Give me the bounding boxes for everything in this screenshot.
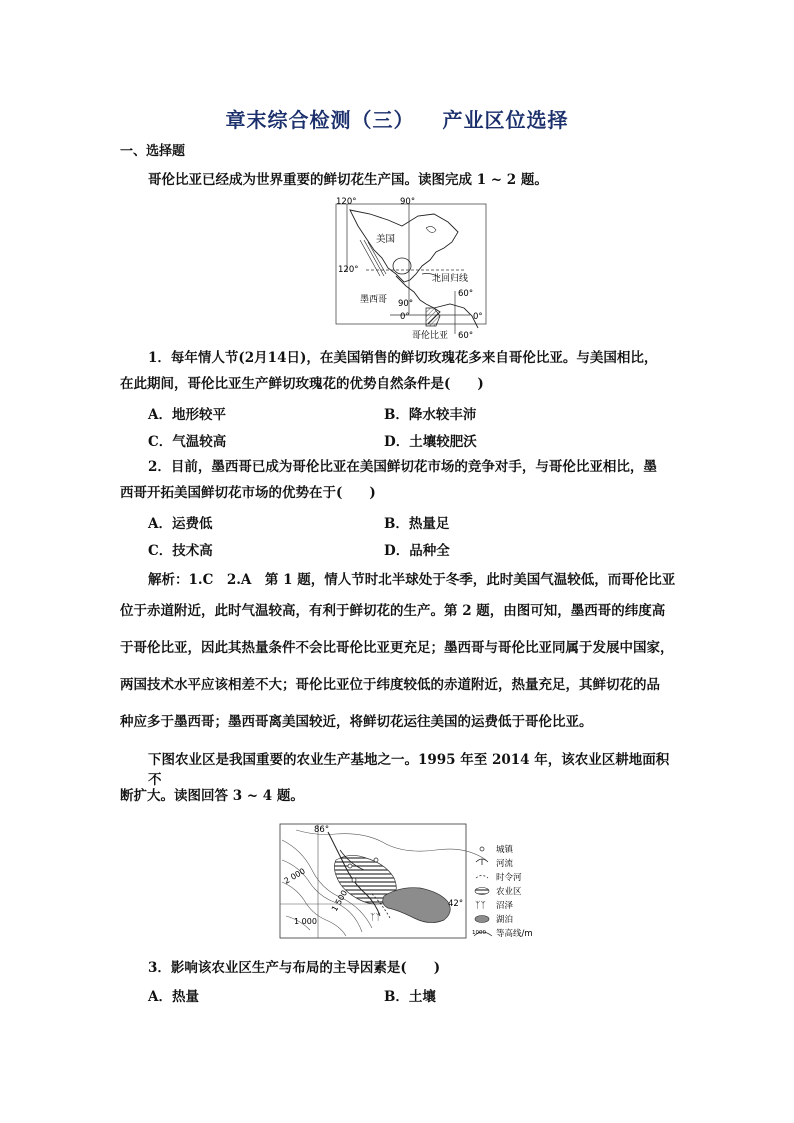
label-60: 60°	[458, 289, 474, 299]
q1-option-b: B．降水较丰沛	[384, 407, 477, 423]
svg-text:ᛉᛉ: ᛉᛉ	[370, 913, 381, 923]
seasonal-river-legend-icon	[476, 876, 488, 879]
marsh-legend-icon: ᛉᛉ	[475, 901, 486, 911]
analysis-line-5: 种应多于墨西哥；墨西哥离美国较近，将鲜切花运往美国的运费低于哥伦比亚。	[120, 714, 593, 730]
agri-area-legend-icon	[475, 888, 489, 895]
q2-option-a: A．运费低	[148, 516, 213, 532]
label-colombia: 哥伦比亚	[412, 331, 449, 341]
q3-stem: 3．影响该农业区生产与布局的主导因素是( )	[148, 960, 441, 976]
q3-option-a: A．热量	[148, 989, 199, 1005]
label-tropic: 北回归线	[432, 274, 469, 284]
q2-option-b: B．热量足	[384, 516, 450, 532]
legend-marsh: 沼泽	[496, 901, 514, 911]
q2-option-d: D．品种全	[384, 543, 450, 559]
agri-region-map	[276, 820, 556, 944]
label-contour-1000: 1 000	[294, 917, 317, 926]
q1-option-d: D．土壤较肥沃	[384, 434, 477, 450]
intro-paragraph-2-line2: 断扩大。读图回答 3 ~ 4 题。	[120, 788, 304, 804]
title-sub: 产业区位选择	[442, 108, 569, 132]
analysis-line-4: 两国技术水平应该相差不大；哥伦比亚位于纬度较低的赤道附近，热量充足，其鲜切花的品	[120, 677, 660, 693]
label-90-bottom: 90°	[398, 299, 414, 309]
page-title	[0, 104, 794, 133]
label-42: 42°	[448, 899, 464, 909]
label-contour-1500: 1 500	[329, 888, 350, 913]
legend-agri-area: 农业区	[496, 887, 522, 897]
analysis-line-3: 于哥伦比亚，因此其热量条件不会比哥伦比亚更充足；墨西哥与哥伦比亚同属于发展中国家，	[120, 640, 674, 656]
q2-option-c: C．技术高	[148, 543, 213, 559]
q3-option-b: B．土壤	[384, 989, 436, 1005]
legend-river: 河流	[496, 859, 514, 869]
q1-stem-line1: 1．每年情人节(2月14日)，在美国销售的鲜切玫瑰花多来自哥伦比亚。与美国相比，	[148, 350, 658, 366]
analysis-line-2: 位于赤道附近，此时气温较高，有利于鲜切花的生产。第 2 题，由图可知，墨西哥的纬度高	[120, 603, 666, 619]
intro-paragraph-1: 哥伦比亚已经成为世界重要的鲜切花生产国。读图完成 1 ~ 2 题。	[148, 172, 548, 188]
label-86: 86°	[314, 825, 330, 835]
label-120-left: 120°	[338, 265, 359, 275]
legend-town: 城镇	[496, 845, 514, 855]
label-eq-right: 0°	[473, 312, 483, 322]
label-60-bottom: 60°	[458, 331, 474, 341]
label-usa: 美国	[376, 234, 396, 245]
legend-contour: 等高线/m	[496, 929, 533, 939]
lake-legend-icon	[475, 916, 489, 923]
intro-paragraph-2-line1: 下图农业区是我国重要的农业生产基地之一。1995 年至 2014 年，该农业区耕地面积不	[148, 752, 670, 788]
river-legend-icon	[476, 859, 488, 865]
q1-stem-line2: 在此期间，哥伦比亚生产鲜切玫瑰花的优势自然条件是( )	[120, 376, 484, 392]
legend-contour-number: 1000	[472, 930, 486, 936]
label-contour-2000: 2 000	[282, 866, 307, 886]
map-legend	[472, 844, 533, 939]
label-mexico: 墨西哥	[360, 295, 388, 305]
town-legend-icon	[480, 847, 484, 851]
analysis-line-1: 解析：1.C 2.A 第 1 题，情人节时北半球处于冬季，此时美国气温较低，而哥伦比亚	[148, 572, 676, 588]
q2-stem-line2: 西哥开拓美国鲜切花市场的优势在于( )	[120, 485, 376, 501]
q2-stem-line1: 2．目前，墨西哥已成为哥伦比亚在美国鲜切花市场的竞争对手，与哥伦比亚相比，墨	[148, 459, 657, 475]
section-heading: 一、选择题	[120, 144, 186, 159]
legend-lake: 湖泊	[496, 915, 514, 925]
label-90: 90°	[400, 197, 416, 207]
label-120-top: 120°	[336, 197, 357, 207]
americas-map	[330, 196, 490, 344]
q1-option-a: A．地形较平	[148, 407, 226, 423]
q1-option-c: C．气温较高	[148, 434, 227, 450]
label-eq-left: 0°	[400, 312, 410, 322]
title-main: 章末综合检测（三）	[225, 108, 415, 132]
legend-seasonal-river: 时令河	[496, 873, 522, 883]
